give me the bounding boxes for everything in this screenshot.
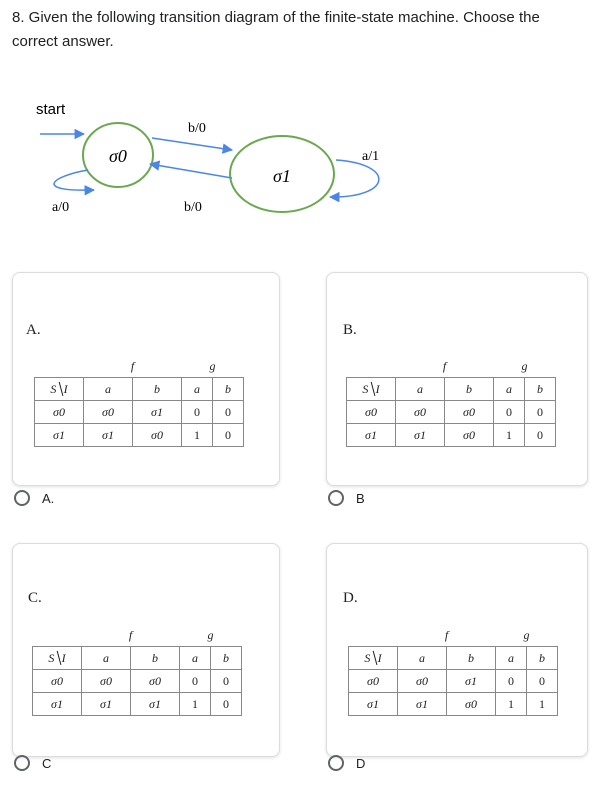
state-sigma1-label: σ1 <box>273 166 291 186</box>
transition-diagram <box>0 92 420 222</box>
input-symbol: a <box>398 647 447 670</box>
edge-s0-loop-label: a/0 <box>52 200 70 215</box>
g-cell: 1 <box>494 424 525 447</box>
input-header: I <box>375 381 380 396</box>
state-header: S <box>48 650 55 665</box>
f-cell: σ0 <box>82 670 131 693</box>
row-state: σ1 <box>35 424 84 447</box>
g-cell: 0 <box>527 670 558 693</box>
option-letter: A. <box>26 322 41 338</box>
g-cell: 1 <box>527 693 558 716</box>
row-state: σ1 <box>347 424 396 447</box>
input-symbol: b <box>131 647 180 670</box>
f-header: f <box>396 355 494 378</box>
g-cell: 0 <box>494 401 525 424</box>
f-cell: σ1 <box>447 670 496 693</box>
row-state: σ0 <box>33 670 82 693</box>
f-cell: σ1 <box>396 424 445 447</box>
f-cell: σ0 <box>396 401 445 424</box>
g-cell: 0 <box>180 670 211 693</box>
edge-s1-loop-label: a/1 <box>362 149 380 164</box>
state-header: S <box>50 381 57 396</box>
edge-s0-s1-label: b/0 <box>188 121 206 136</box>
f-cell: σ1 <box>82 693 131 716</box>
radio-label[interactable]: A. <box>42 490 55 506</box>
input-header: I <box>377 650 382 665</box>
f-cell: σ1 <box>133 401 182 424</box>
edge-s1-loop <box>330 160 379 197</box>
edge-s1-s0-label: b/0 <box>184 200 202 215</box>
input-symbol: a <box>182 378 213 401</box>
option-letter: B. <box>343 322 357 338</box>
input-header: I <box>61 650 66 665</box>
state-input-header: S╲I <box>347 378 396 401</box>
input-symbol: b <box>213 378 244 401</box>
g-cell: 1 <box>496 693 527 716</box>
g-header: g <box>182 355 244 378</box>
input-symbol: b <box>527 647 558 670</box>
input-symbol: b <box>525 378 556 401</box>
f-cell: σ0 <box>84 401 133 424</box>
g-header: g <box>494 355 556 378</box>
option-radio-row-2[interactable] <box>14 755 51 771</box>
radio-label[interactable]: B <box>356 490 365 506</box>
f-cell: σ0 <box>445 424 494 447</box>
state-table <box>32 624 242 716</box>
g-cell: 1 <box>180 693 211 716</box>
input-header: I <box>63 381 68 396</box>
f-header: f <box>398 624 496 647</box>
g-header: g <box>496 624 558 647</box>
f-cell: σ0 <box>445 401 494 424</box>
radio-label[interactable]: C <box>42 755 52 771</box>
row-state: σ1 <box>33 693 82 716</box>
row-state: σ1 <box>349 693 398 716</box>
f-cell: σ1 <box>398 693 447 716</box>
f-header: f <box>82 624 180 647</box>
g-cell: 0 <box>213 424 244 447</box>
input-symbol: a <box>82 647 131 670</box>
state-table <box>348 624 558 716</box>
input-symbol: a <box>396 378 445 401</box>
f-cell: σ0 <box>133 424 182 447</box>
option-radio-row-3[interactable] <box>328 755 365 771</box>
radio-button[interactable] <box>14 490 30 506</box>
radio-label[interactable]: D <box>356 755 366 771</box>
g-cell: 0 <box>213 401 244 424</box>
f-cell: σ1 <box>84 424 133 447</box>
input-symbol: b <box>445 378 494 401</box>
question-text: 8. Given the following transition diagram of the finite-state machine. Choose the correct answer. <box>12 9 540 50</box>
f-cell: σ1 <box>131 693 180 716</box>
option-radio-row-0[interactable] <box>14 490 54 506</box>
edge-s1-s0 <box>150 164 232 178</box>
input-symbol: b <box>133 378 182 401</box>
g-cell: 0 <box>211 670 242 693</box>
input-symbol: a <box>180 647 211 670</box>
state-table <box>346 355 556 447</box>
f-cell: σ0 <box>447 693 496 716</box>
row-state: σ0 <box>35 401 84 424</box>
state-sigma0-label: σ0 <box>109 146 127 166</box>
g-cell: 0 <box>182 401 213 424</box>
state-input-header: S╲I <box>349 647 398 670</box>
radio-button[interactable] <box>14 755 30 771</box>
g-cell: 0 <box>525 424 556 447</box>
g-cell: 1 <box>182 424 213 447</box>
input-symbol: b <box>447 647 496 670</box>
f-header: f <box>84 355 182 378</box>
row-state: σ0 <box>349 670 398 693</box>
option-letter: C. <box>28 590 42 606</box>
state-input-header: S╲I <box>33 647 82 670</box>
g-cell: 0 <box>496 670 527 693</box>
radio-button[interactable] <box>328 755 344 771</box>
radio-button[interactable] <box>328 490 344 506</box>
state-header: S <box>362 381 369 396</box>
start-label: start <box>36 101 66 118</box>
input-symbol: a <box>84 378 133 401</box>
row-state: σ0 <box>347 401 396 424</box>
f-cell: σ0 <box>398 670 447 693</box>
g-cell: 0 <box>525 401 556 424</box>
g-cell: 0 <box>211 693 242 716</box>
input-symbol: a <box>494 378 525 401</box>
g-header: g <box>180 624 242 647</box>
input-symbol: b <box>211 647 242 670</box>
state-input-header: S╲I <box>35 378 84 401</box>
option-radio-row-1[interactable] <box>328 490 365 506</box>
option-letter: D. <box>343 590 358 606</box>
edge-s0-s1 <box>152 138 232 150</box>
input-symbol: a <box>496 647 527 670</box>
f-cell: σ0 <box>131 670 180 693</box>
state-table <box>34 355 244 447</box>
state-header: S <box>364 650 371 665</box>
